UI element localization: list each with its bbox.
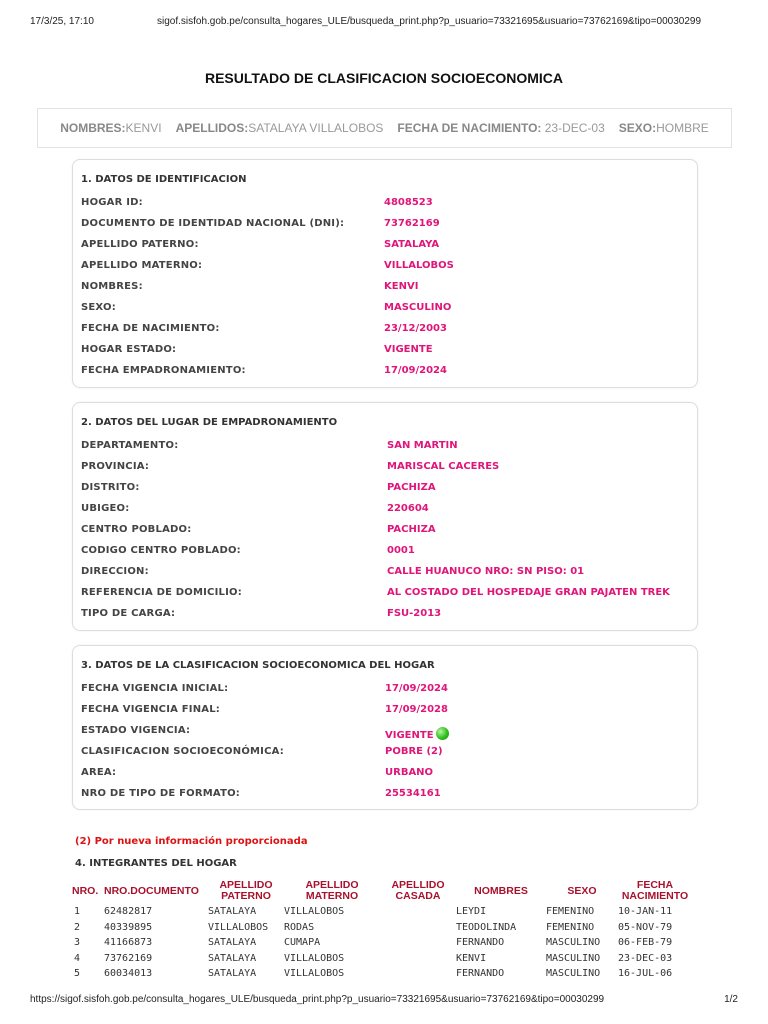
section-title: 3. DATOS DE LA CLASIFICACION SOCIOECONOMICA DEL HOGAR xyxy=(81,660,435,671)
field-value: 23/12/2003 xyxy=(384,323,447,334)
field-row xyxy=(81,344,689,365)
table-cell xyxy=(380,920,456,936)
page-title: RESULTADO DE CLASIFICACION SOCIOECONOMICA xyxy=(204,70,564,86)
field-label: SEXO: xyxy=(81,302,116,313)
table-cell: 41166873 xyxy=(104,937,153,949)
section-empadronamiento xyxy=(72,402,698,631)
table-row xyxy=(72,951,692,967)
field-value: 25534161 xyxy=(385,788,441,799)
table-cell: TEODOLINDA xyxy=(456,921,517,933)
field-value: 17/09/2028 xyxy=(385,704,448,715)
classification-note: (2) Por nueva información proporcionada xyxy=(75,836,308,847)
field-value: URBANO xyxy=(385,767,434,778)
person-nombres: NOMBRES:KENVI xyxy=(60,121,162,135)
field-row xyxy=(81,302,689,323)
field-value: POBRE (2) xyxy=(385,746,443,757)
person-sexo: SEXO:HOMBRE xyxy=(618,121,709,135)
table-cell: SATALAYA xyxy=(208,906,257,918)
person-apellidos: APELLIDOS:SATALAYA VILLALOBOS xyxy=(175,121,384,135)
field-value: 17/09/2024 xyxy=(385,683,448,694)
footer-url: https://sigof.sisfoh.gob.pe/consulta_hogares_ULE/busqueda_print.php?p_usuario=73321695&usuario=73762169&tipo=00030299 xyxy=(30,994,605,1005)
table-cell: 10-JAN-11 xyxy=(618,906,673,918)
field-row xyxy=(81,197,689,218)
field-row xyxy=(81,725,689,746)
table-cell: SATALAYA xyxy=(208,937,257,949)
field-row xyxy=(81,587,689,608)
table-header-row xyxy=(72,878,692,904)
table-cell: 5 xyxy=(74,968,81,980)
field-row xyxy=(81,545,689,566)
person-summary xyxy=(37,108,732,148)
field-label: APELLIDO PATERNO: xyxy=(81,239,199,250)
section-clasificacion xyxy=(72,645,698,810)
section-title: 1. DATOS DE IDENTIFICACION xyxy=(81,174,247,185)
table-body xyxy=(72,904,692,982)
field-row xyxy=(81,503,689,524)
field-row xyxy=(81,365,689,386)
table-cell: 05-NOV-79 xyxy=(618,921,673,933)
table-cell: VILLALOBOS xyxy=(284,906,345,918)
field-label: APELLIDO MATERNO: xyxy=(81,260,203,271)
table-cell: RODAS xyxy=(284,921,315,933)
table-cell: SATALAYA xyxy=(208,968,257,980)
field-row xyxy=(81,566,689,587)
field-label: NOMBRES: xyxy=(81,281,143,292)
table-cell: 40339895 xyxy=(104,921,153,933)
integrantes-table xyxy=(72,878,692,982)
table-cell: FEMENINO xyxy=(546,921,595,933)
field-value: SAN MARTIN xyxy=(387,440,458,451)
table-cell: KENVI xyxy=(456,952,487,964)
field-row xyxy=(81,218,689,239)
table-cell: 60034013 xyxy=(104,968,153,980)
field-value: MASCULINO xyxy=(384,302,452,313)
field-label: DIRECCION: xyxy=(81,566,149,577)
table-row xyxy=(72,935,692,951)
field-row xyxy=(81,767,689,788)
table-cell: LEYDI xyxy=(456,906,487,918)
status-green-dot-icon xyxy=(436,727,449,740)
print-datetime: 17/3/25, 17:10 xyxy=(30,16,94,27)
column-header: FECHA NACIMIENTO xyxy=(621,879,689,902)
field-value: 220604 xyxy=(387,503,429,514)
column-header: APELLIDO PATERNO xyxy=(219,879,273,902)
field-value: 17/09/2024 xyxy=(384,365,447,376)
column-header: NRO.DOCUMENTO xyxy=(104,884,199,897)
field-value: VIGENTE xyxy=(385,730,434,741)
field-label: CLASIFICACION SOCIOECONÓMICA: xyxy=(81,746,284,757)
field-label: DEPARTAMENTO: xyxy=(81,440,179,451)
table-cell: 06-FEB-79 xyxy=(618,937,673,949)
field-label: DOCUMENTO DE IDENTIDAD NACIONAL (DNI): xyxy=(81,218,345,229)
field-value: AL COSTADO DEL HOSPEDAJE GRAN PAJATEN TREK xyxy=(387,587,670,598)
field-row xyxy=(81,239,689,260)
table-cell: FERNANDO xyxy=(456,937,505,949)
field-value: MARISCAL CACERES xyxy=(387,461,500,472)
field-value: PACHIZA xyxy=(387,524,436,535)
table-cell xyxy=(380,935,456,951)
table-cell: 62482817 xyxy=(104,906,153,918)
table-row xyxy=(72,904,692,920)
field-value: 4808523 xyxy=(384,197,433,208)
field-label: FECHA EMPADRONAMIENTO: xyxy=(81,365,246,376)
field-value: VIGENTE xyxy=(384,344,433,355)
field-row xyxy=(81,323,689,344)
field-row xyxy=(81,746,689,767)
field-label: DISTRITO: xyxy=(81,482,140,493)
table-cell xyxy=(380,951,456,967)
table-cell: VILLALOBOS xyxy=(284,952,345,964)
section-title: 2. DATOS DEL LUGAR DE EMPADRONAMIENTO xyxy=(81,417,338,428)
person-fecha: FECHA DE NACIMIENTO: 23-DEC-03 xyxy=(397,121,605,135)
field-row xyxy=(81,440,689,461)
column-header: SEXO xyxy=(567,884,597,897)
table-cell: 4 xyxy=(74,952,81,964)
field-label: FECHA VIGENCIA FINAL: xyxy=(81,704,220,715)
section-identificacion xyxy=(72,159,698,388)
field-label: CENTRO POBLADO: xyxy=(81,524,192,535)
field-row xyxy=(81,683,689,704)
field-value: VILLALOBOS xyxy=(384,260,454,271)
field-row xyxy=(81,461,689,482)
table-cell: MASCULINO xyxy=(546,937,601,949)
field-row xyxy=(81,281,689,302)
table-cell: MASCULINO xyxy=(546,968,601,980)
field-label: REFERENCIA DE DOMICILIO: xyxy=(81,587,242,598)
field-label: TIPO DE CARGA: xyxy=(81,608,176,619)
page-number: 1/2 xyxy=(724,994,738,1005)
section-integrantes-title: 4. INTEGRANTES DEL HOGAR xyxy=(75,858,237,869)
field-label: CODIGO CENTRO POBLADO: xyxy=(81,545,241,556)
table-cell: SATALAYA xyxy=(208,952,257,964)
field-row xyxy=(81,704,689,725)
field-value: 0001 xyxy=(387,545,415,556)
table-cell: 2 xyxy=(74,921,81,933)
field-row xyxy=(81,608,689,629)
field-value: PACHIZA xyxy=(387,482,436,493)
field-label: FECHA DE NACIMIENTO: xyxy=(81,323,220,334)
field-value: KENVI xyxy=(384,281,419,292)
print-url: sigof.sisfoh.gob.pe/consulta_hogares_ULE/busqueda_print.php?p_usuario=73321695&usuario=73762169&tipo=00030299 xyxy=(157,16,702,27)
column-header: NOMBRES xyxy=(474,884,528,897)
field-row xyxy=(81,788,689,809)
field-row xyxy=(81,260,689,281)
field-label: ESTADO VIGENCIA: xyxy=(81,725,191,736)
table-cell xyxy=(380,966,456,982)
table-cell: CUMAPA xyxy=(284,937,321,949)
table-cell: FERNANDO xyxy=(456,968,505,980)
field-row xyxy=(81,524,689,545)
field-row xyxy=(81,482,689,503)
field-label: FECHA VIGENCIA INICIAL: xyxy=(81,683,229,694)
table-row xyxy=(72,920,692,936)
field-label: NRO DE TIPO DE FORMATO: xyxy=(81,788,240,799)
column-header: APELLIDO MATERNO xyxy=(305,879,359,902)
table-cell: MASCULINO xyxy=(546,952,601,964)
table-cell: 1 xyxy=(74,906,81,918)
field-label: HOGAR ESTADO: xyxy=(81,344,177,355)
table-cell: 73762169 xyxy=(104,952,153,964)
field-value: FSU-2013 xyxy=(387,608,442,619)
table-cell: VILLALOBOS xyxy=(208,921,269,933)
table-cell: VILLALOBOS xyxy=(284,968,345,980)
field-label: HOGAR ID: xyxy=(81,197,143,208)
table-cell xyxy=(380,904,456,920)
field-value: SATALAYA xyxy=(384,239,440,250)
field-value: 73762169 xyxy=(384,218,440,229)
column-header: APELLIDO CASADA xyxy=(391,879,445,902)
table-cell: 23-DEC-03 xyxy=(618,952,673,964)
table-row xyxy=(72,966,692,982)
table-cell: FEMENINO xyxy=(546,906,595,918)
table-cell: 16-JUL-06 xyxy=(618,968,673,980)
table-cell: 3 xyxy=(74,937,81,949)
field-value: CALLE HUANUCO NRO: SN PISO: 01 xyxy=(387,566,585,577)
field-label: UBIGEO: xyxy=(81,503,130,514)
column-header: NRO. xyxy=(72,884,99,897)
field-label: AREA: xyxy=(81,767,117,778)
field-label: PROVINCIA: xyxy=(81,461,150,472)
